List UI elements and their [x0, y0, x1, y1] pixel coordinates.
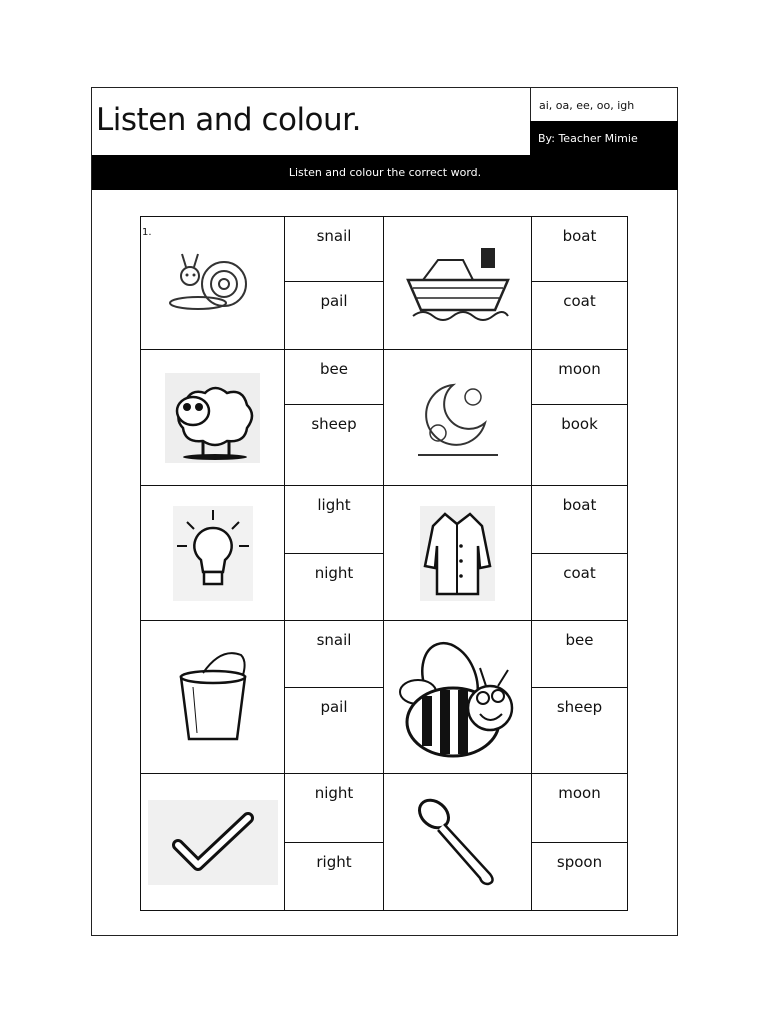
word-option: coat — [563, 563, 596, 582]
picture-cell — [141, 350, 285, 486]
word-option: moon — [558, 360, 601, 378]
boat-icon — [403, 238, 513, 328]
word-option: bee — [320, 360, 348, 378]
picture-cell — [141, 217, 285, 350]
coat-icon — [420, 506, 495, 601]
word-option: bee — [565, 631, 594, 649]
word-cell[interactable] — [532, 774, 628, 843]
picture-cell — [384, 217, 532, 350]
word-option: moon — [558, 784, 601, 802]
checkmark-icon — [148, 800, 278, 885]
word-cell[interactable] — [285, 842, 384, 911]
word-option: boat — [562, 227, 597, 245]
word-option: pail — [320, 698, 348, 717]
picture-cell — [141, 774, 285, 911]
table-row — [141, 217, 628, 282]
snail-icon — [168, 248, 258, 318]
word-option: pail — [320, 292, 348, 310]
table-row — [141, 621, 628, 688]
word-cell[interactable] — [532, 282, 628, 350]
author-label: By: Teacher Mimie — [530, 121, 678, 155]
word-cell[interactable] — [285, 774, 384, 843]
word-cell[interactable] — [285, 688, 384, 774]
pail-icon — [173, 647, 253, 747]
sheep-icon — [165, 373, 260, 463]
table-row — [141, 486, 628, 554]
word-option: sheep — [556, 698, 603, 717]
word-cell[interactable] — [532, 621, 628, 688]
moon-icon — [413, 373, 503, 463]
word-option: night — [314, 563, 354, 582]
table-row — [141, 774, 628, 843]
word-option: light — [317, 496, 351, 514]
page-title: Listen and colour. — [96, 102, 361, 138]
word-cell[interactable] — [532, 688, 628, 774]
word-cell[interactable] — [285, 217, 384, 282]
picture-cell — [384, 486, 532, 621]
word-option: book — [561, 415, 598, 434]
picture-cell — [141, 621, 285, 774]
word-option: sheep — [311, 415, 357, 434]
word-grid — [140, 216, 628, 911]
word-option: right — [316, 852, 352, 871]
word-cell[interactable] — [285, 553, 384, 621]
picture-cell — [384, 621, 532, 774]
word-option: night — [314, 784, 354, 802]
word-cell[interactable] — [532, 350, 628, 405]
word-cell[interactable] — [285, 350, 384, 405]
word-cell[interactable] — [285, 486, 384, 554]
picture-cell — [141, 486, 285, 621]
question-number: 1. — [142, 227, 152, 238]
instruction-bar: Listen and colour the correct word. — [92, 155, 678, 190]
word-cell[interactable] — [285, 621, 384, 688]
spoon-icon — [408, 792, 508, 892]
word-cell[interactable] — [285, 282, 384, 350]
word-option: snail — [316, 227, 352, 245]
word-cell[interactable] — [285, 405, 384, 486]
table-row — [141, 350, 628, 405]
word-option: coat — [563, 292, 596, 310]
word-cell[interactable] — [532, 217, 628, 282]
word-option: snail — [316, 631, 352, 649]
picture-cell — [384, 774, 532, 911]
picture-cell — [384, 350, 532, 486]
word-option: boat — [562, 496, 597, 514]
word-cell[interactable] — [532, 486, 628, 554]
bee-icon — [388, 630, 528, 765]
word-cell[interactable] — [532, 553, 628, 621]
light-bulb-icon — [173, 506, 253, 601]
word-cell[interactable] — [532, 842, 628, 911]
word-cell[interactable] — [532, 405, 628, 486]
phonics-label: ai, oa, ee, oo, igh — [530, 88, 678, 121]
word-option: spoon — [556, 852, 603, 871]
